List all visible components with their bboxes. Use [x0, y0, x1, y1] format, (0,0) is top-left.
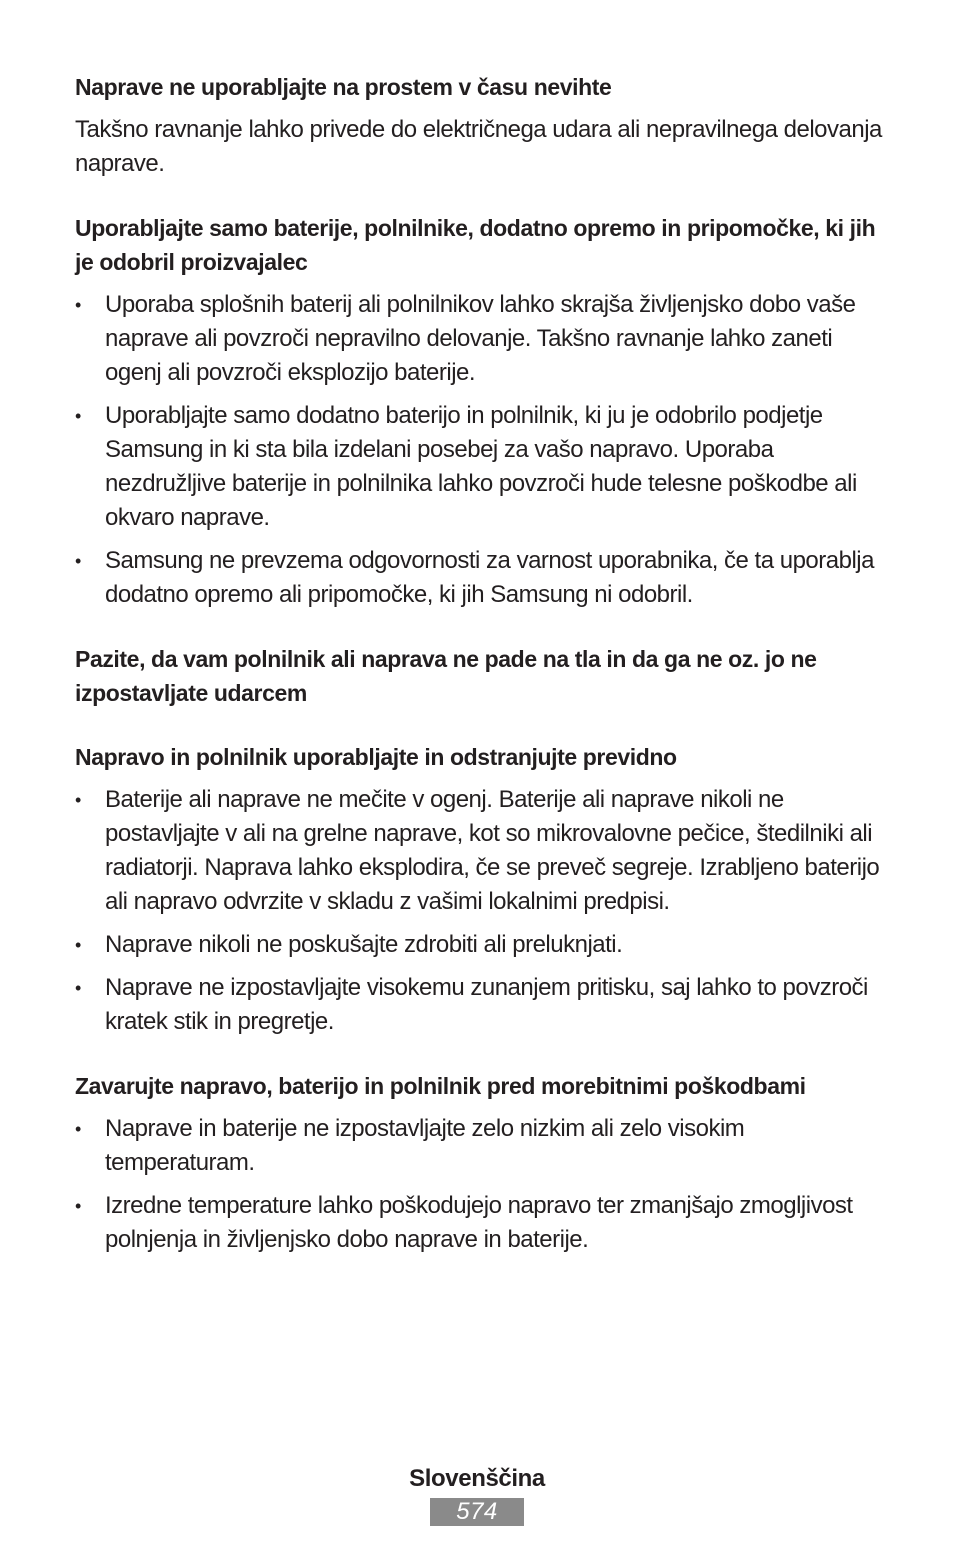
bullet-icon: • — [75, 1119, 81, 1139]
bullet-icon: • — [75, 1196, 81, 1216]
list-item — [75, 928, 885, 962]
list-item-text: Naprave ne izpostavljajte visokemu zunanjem pritisku, saj lahko to povzroči kratek stik in pregretje. — [105, 974, 868, 1035]
footer-language-label: Slovenščina — [409, 1465, 545, 1492]
section-storm-warning — [75, 70, 885, 181]
bullet-icon: • — [75, 551, 81, 571]
list-item — [75, 399, 885, 535]
section-careful-handling — [75, 740, 885, 1039]
list-item-text: Naprave in baterije ne izpostavljajte zelo nizkim ali zelo visokim temperaturam. — [105, 1115, 745, 1176]
section-protect-device — [75, 1069, 885, 1257]
bullet-icon: • — [75, 406, 81, 426]
bullet-icon: • — [75, 978, 81, 998]
list-item — [75, 783, 885, 919]
section-heading: Uporabljajte samo baterije, polnilnike, dodatno opremo in pripomočke, ki jih je odobril proizvajalec — [75, 215, 876, 275]
list-item-text: Uporaba splošnih baterij ali polnilnikov lahko skrajša življenjsko dobo vaše naprave ali povzroči nepravilno delovanje. Takšno ravnanje lahko zaneti ogenj ali povzroči eksplozijo baterije. — [105, 291, 856, 386]
list-item — [75, 288, 885, 390]
section-paragraph: Takšno ravnanje lahko privede do električnega udara ali nepravilnega delovanja naprave. — [75, 116, 882, 177]
section-heading: Zavarujte napravo, baterijo in polnilnik pred morebitnimi poškodbami — [75, 1073, 806, 1099]
page-footer — [0, 1462, 954, 1526]
section-approved-accessories — [75, 211, 885, 612]
section-heading: Napravo in polnilnik uporabljajte in odstranjujte previdno — [75, 744, 677, 770]
bullet-list — [75, 288, 885, 612]
section-heading: Pazite, da vam polnilnik ali naprava ne pade na tla in da ga ne oz. jo ne izpostavljate udarcem — [75, 646, 817, 706]
list-item-text: Izredne temperature lahko poškodujejo napravo ter zmanjšajo zmogljivost polnjenja in življenjsko dobo naprave in baterije. — [105, 1192, 853, 1253]
list-item-text: Uporabljajte samo dodatno baterijo in polnilnik, ki ju je odobrilo podjetje Samsung in ki sta bila izdelani posebej za vašo napravo. Uporaba nezdružljive baterije in polnilnika lahko povzroči hude telesne poškodbe ali okvaro naprave. — [105, 402, 857, 531]
page-number: 574 — [430, 1498, 524, 1526]
bullet-icon: • — [75, 295, 81, 315]
page-number-wrap — [0, 1498, 954, 1526]
bullet-list — [75, 783, 885, 1039]
bullet-icon: • — [75, 935, 81, 955]
list-item-text: Baterije ali naprave ne mečite v ogenj. Baterije ali naprave nikoli ne postavljajte v ali na grelne naprave, kot so mikrovalovne pečice, štedilniki ali radiatorji. Naprava lahko eksplodira, če se preveč segreje. Izrabljeno baterijo ali napravo odvrzite v skladu z vašimi lokalnimi predpisi. — [105, 786, 880, 915]
bullet-list — [75, 1112, 885, 1257]
section-drop-warning — [75, 642, 885, 710]
list-item-text: Samsung ne prevzema odgovornosti za varnost uporabnika, če ta uporablja dodatno opremo ali pripomočke, ki jih Samsung ni odobril. — [105, 547, 874, 608]
page-content — [75, 70, 885, 1287]
list-item — [75, 1112, 885, 1180]
list-item — [75, 544, 885, 612]
section-heading: Naprave ne uporabljajte na prostem v času nevihte — [75, 74, 612, 100]
list-item — [75, 971, 885, 1039]
bullet-icon: • — [75, 790, 81, 810]
list-item-text: Naprave nikoli ne poskušajte zdrobiti ali preluknjati. — [105, 931, 623, 958]
list-item — [75, 1189, 885, 1257]
